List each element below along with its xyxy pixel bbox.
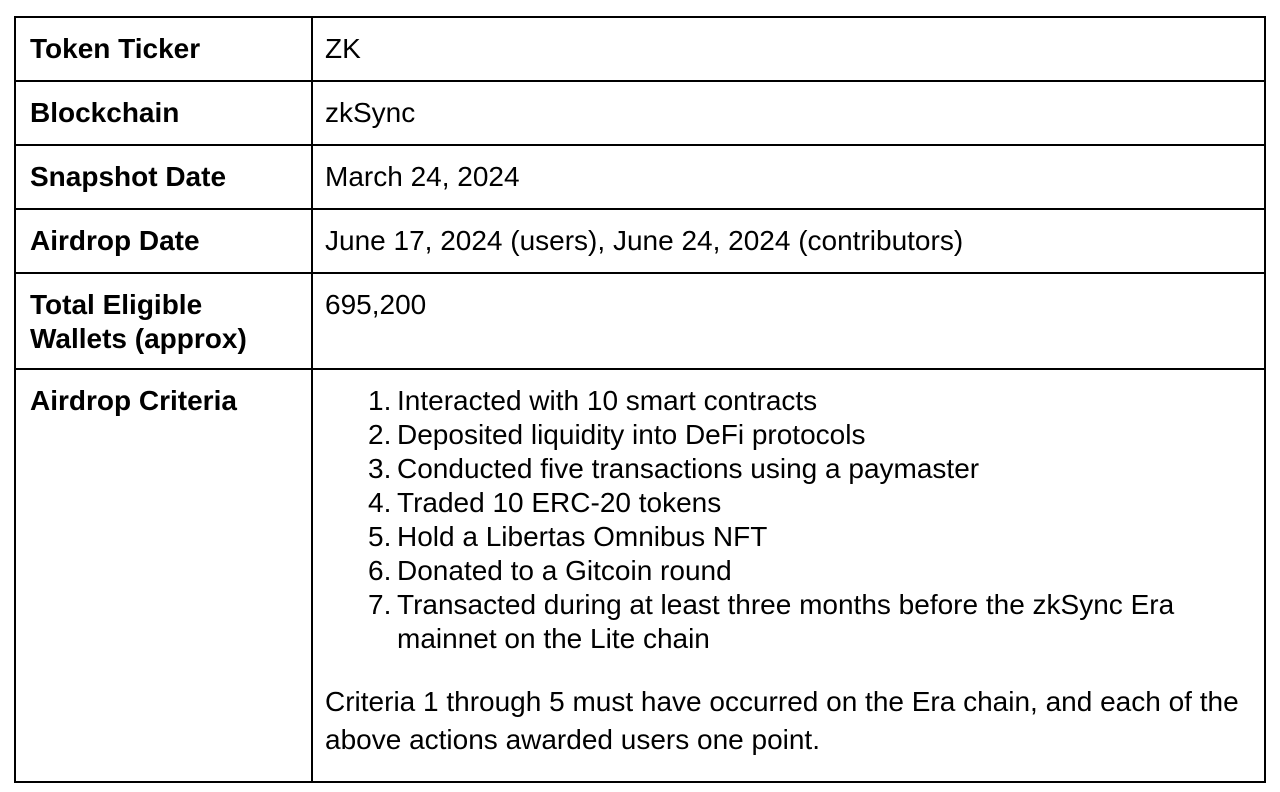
row-value: March 24, 2024 — [312, 145, 1265, 209]
criteria-item: Hold a Libertas Omnibus NFT — [397, 521, 768, 552]
row-value: zkSync — [312, 81, 1265, 145]
row-value: June 17, 2024 (users), June 24, 2024 (contributors) — [312, 209, 1265, 273]
table-row-airdrop-date — [15, 209, 1265, 273]
table-row-blockchain — [15, 81, 1265, 145]
criteria-cell — [312, 369, 1265, 782]
criteria-list — [325, 384, 1185, 656]
row-label: Snapshot Date — [15, 145, 312, 209]
row-label: Airdrop Date — [15, 209, 312, 273]
criteria-item: Conducted five transactions using a paymaster — [397, 453, 980, 484]
criteria-item: Deposited liquidity into DeFi protocols — [397, 419, 866, 450]
row-label: Blockchain — [15, 81, 312, 145]
criteria-item: Transacted during at least three months before the zkSync Era mainnet on the Lite chain — [397, 589, 1175, 654]
criteria-item: Traded 10 ERC-20 tokens — [397, 487, 722, 518]
airdrop-info-table — [14, 16, 1266, 783]
criteria-note: Criteria 1 through 5 must have occurred on the Era chain, and each of the above actions awarded users one point. — [325, 686, 1239, 755]
table-row-token-ticker — [15, 17, 1265, 81]
criteria-item: Donated to a Gitcoin round — [397, 555, 732, 586]
row-label: Airdrop Criteria — [15, 369, 312, 782]
table-row-airdrop-criteria — [15, 369, 1265, 782]
table-row-snapshot-date — [15, 145, 1265, 209]
table-row-total-eligible-wallets — [15, 273, 1265, 369]
row-value: 695,200 — [312, 273, 1265, 369]
criteria-item: Interacted with 10 smart contracts — [397, 385, 818, 416]
row-value: ZK — [312, 17, 1265, 81]
row-label: Total Eligible Wallets (approx) — [15, 273, 312, 369]
row-label: Token Ticker — [15, 17, 312, 81]
